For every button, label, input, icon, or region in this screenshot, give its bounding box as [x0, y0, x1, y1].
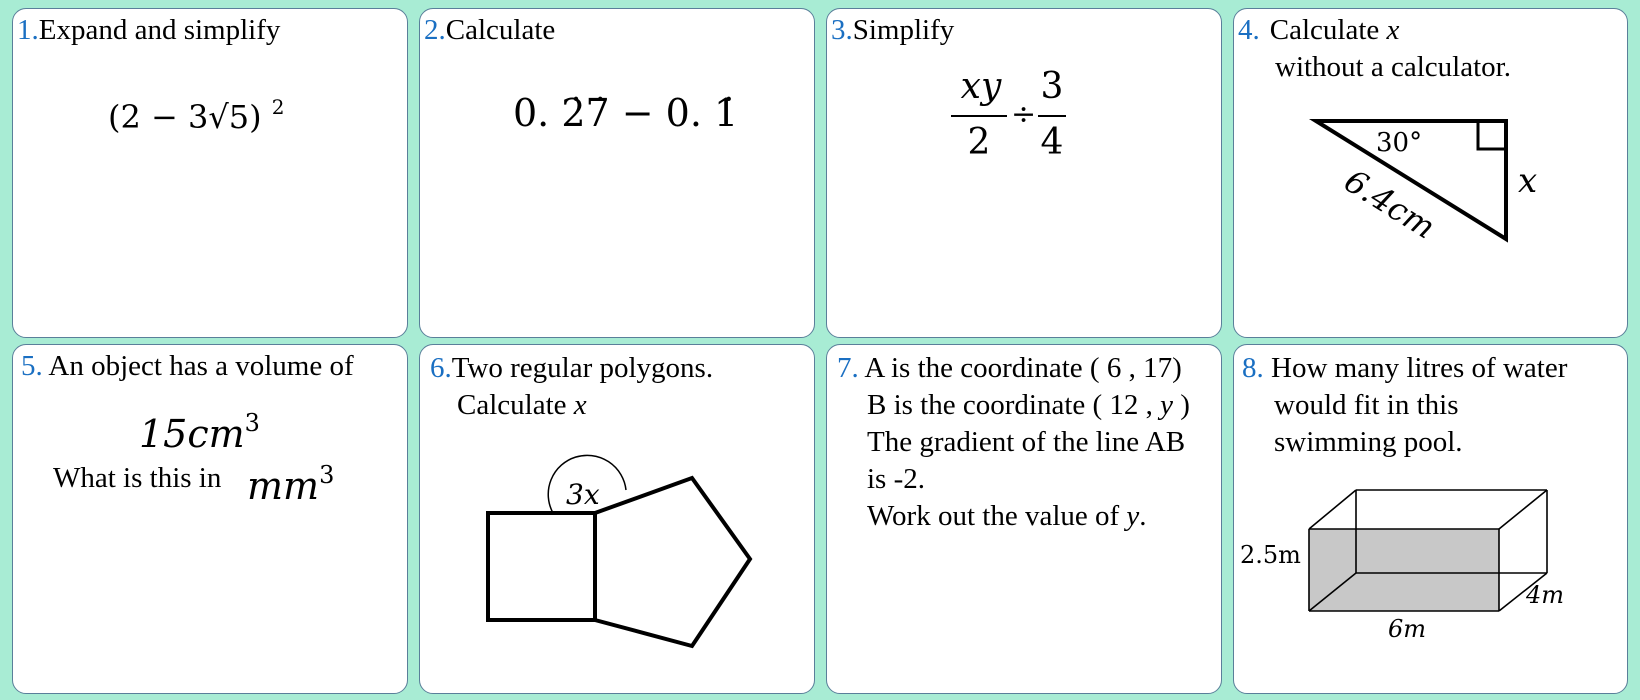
question-3-heading: [831, 12, 954, 49]
angle-label: 30°: [1376, 128, 1423, 158]
right-angle-marker: [1478, 121, 1506, 149]
question-5-text: An object has a volume of: [48, 350, 354, 382]
question-card-2: [419, 8, 815, 338]
question-7-line-5: Work out the value of y.: [867, 500, 1147, 532]
question-card-3: [826, 8, 1222, 338]
question-4-variable: x: [1386, 14, 1400, 46]
question-5-line-1: [21, 348, 354, 385]
question-7-number: 7.: [837, 352, 859, 384]
question-6-text: Two regular polygons.: [451, 352, 714, 384]
question-7-line-1: 7. A is the coordinate ( 6 , 17): [837, 352, 1182, 384]
side-label: x: [1518, 161, 1538, 201]
question-card-4: [1233, 8, 1628, 338]
target-unit: $mm^3$: [247, 461, 335, 508]
question-1-expression: [108, 89, 285, 136]
height-label: 2.5m: [1240, 541, 1301, 569]
question-8-line-2: would fit in this: [1274, 389, 1459, 421]
hypotenuse-label: 6.4cm: [1337, 161, 1442, 247]
question-2-text: Calculate: [445, 14, 556, 46]
question-card-1: [12, 8, 408, 338]
question-4-line-2: without a calculator.: [1275, 51, 1511, 83]
question-5-line-2: What is this in: [53, 462, 222, 494]
expression-power: 2: [271, 95, 285, 119]
fraction-1-bar: [951, 115, 1007, 117]
cuboid-pool-diagram: [1234, 345, 1628, 694]
length-label: 6m: [1388, 615, 1427, 643]
right-triangle-diagram: [1234, 9, 1628, 338]
question-6-line-2: Calculate x: [457, 389, 587, 421]
fraction-1-denominator: 2: [967, 122, 991, 163]
pentagon-shape: [595, 478, 750, 646]
fraction-2-bar: [1038, 115, 1066, 117]
question-8-line-1: 8. How many litres of water: [1242, 352, 1568, 384]
question-3-number: 3.: [831, 14, 853, 46]
question-2-number: 2.: [424, 14, 446, 46]
expression-base: (2 − 3√5): [108, 98, 262, 136]
depth-label: 4m: [1526, 581, 1565, 609]
question-8-line-3: swimming pool.: [1274, 426, 1463, 458]
question-6-number: 6.: [430, 352, 452, 384]
shaded-front-face: [1309, 529, 1499, 611]
square-shape: [488, 513, 595, 620]
question-1-heading: [17, 12, 280, 49]
question-card-7: [826, 344, 1222, 694]
question-7-line-3: The gradient of the line AB: [867, 426, 1186, 458]
division-sign: ÷: [1011, 97, 1037, 132]
fraction-1-numerator: xy: [960, 66, 1002, 107]
angle-label: 3x: [566, 478, 600, 511]
question-4-text: Calculate: [1269, 14, 1387, 46]
question-3-text: Simplify: [852, 14, 955, 46]
question-1-text: Expand and simplify: [38, 14, 281, 46]
question-7-line-4: is -2.: [867, 463, 925, 495]
fraction-2-numerator: 3: [1040, 66, 1064, 107]
question-2-expression: 0. 2̇7̇ − 0. 1̇: [513, 91, 739, 135]
fraction-2-denominator: 4: [1040, 122, 1064, 163]
question-7-line-2: B is the coordinate ( 12 , y ): [867, 389, 1190, 421]
question-1-number: 1.: [17, 14, 39, 46]
question-card-5: [12, 344, 408, 694]
question-card-6: [419, 344, 815, 694]
question-card-8: [1233, 344, 1628, 694]
volume-value: $15cm^3$: [139, 409, 260, 456]
polygons-diagram: [420, 345, 815, 694]
question-8-number: 8.: [1242, 352, 1264, 384]
question-2-heading: [424, 12, 555, 49]
question-4-number: 4.: [1238, 14, 1260, 46]
question-5-number: 5.: [21, 350, 43, 382]
